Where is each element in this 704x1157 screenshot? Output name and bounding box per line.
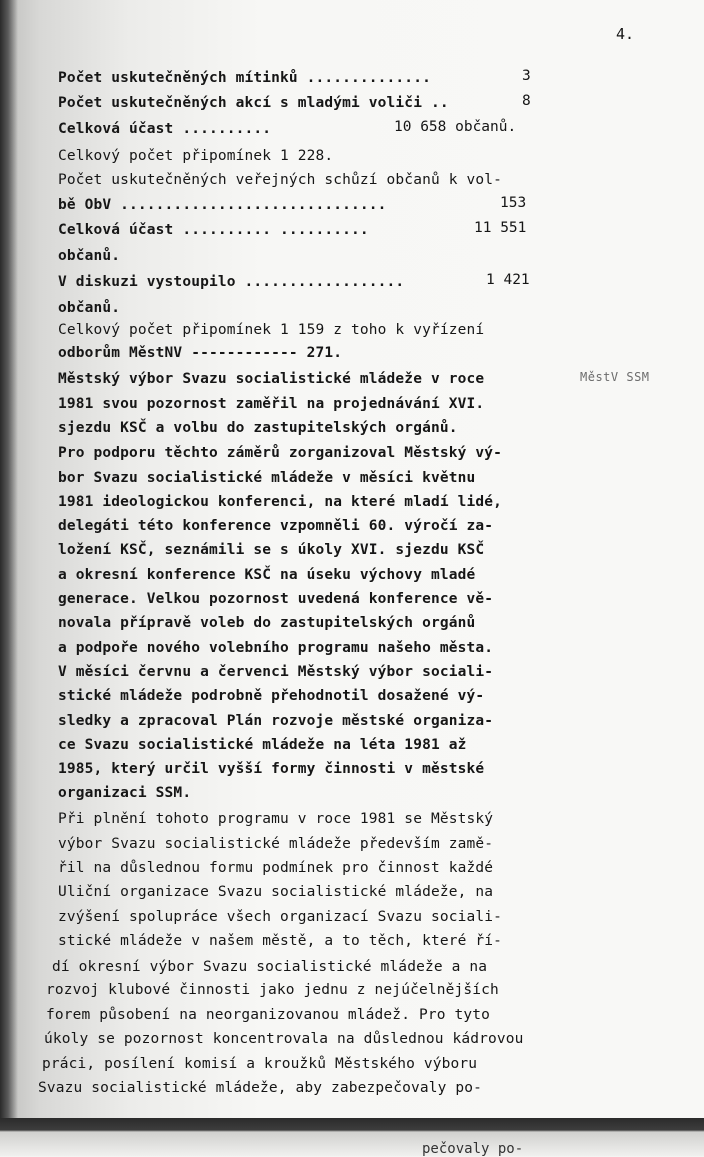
line-value: 10 658 občanů. <box>394 119 517 135</box>
text-line: bě ObV .............................. <box>58 197 387 213</box>
text-line: občanů. <box>58 300 121 316</box>
text-line: ce Svazu socialistické mládeže na léta 1981 až <box>58 737 467 753</box>
text-line: Při plnění tohoto programu v roce 1981 se Městský <box>58 811 494 827</box>
next-page-bleed-text: pečovaly po- <box>422 1141 524 1157</box>
text-line: úkoly se pozornost koncentrovala na důslednou kádrovou <box>44 1031 524 1047</box>
text-line: Uliční organizace Svazu socialistické mládeže, na <box>58 884 494 900</box>
text-line: a okresní konference KSČ na úseku výchovy mladé <box>58 567 476 583</box>
text-line: výbor Svazu socialistické mládeže především zamě- <box>58 836 494 852</box>
line-value: 8 <box>522 93 531 109</box>
text-line: rozvoj klubové činnosti jako jednu z nejúčelnějších <box>46 982 499 998</box>
text-line: 1981 ideologickou konferenci, na které mladí lidé, <box>58 494 502 510</box>
text-line: Celkový počet připomínek 1 159 z toho k vyřízení <box>58 322 485 338</box>
text-line: V diskuzi vystoupilo .................. <box>58 274 405 290</box>
text-line: Počet uskutečněných veřejných schůzí občanů k vol- <box>58 172 502 188</box>
margin-note: MěstV SSM <box>580 370 650 384</box>
text-line: sjezdu KSČ a volbu do zastupitelských orgánů. <box>58 420 458 436</box>
text-line: občanů. <box>58 248 121 264</box>
text-line: Svazu socialistické mládeže, aby zabezpečovaly po- <box>38 1080 482 1096</box>
text-line: 1985, který určil vyšší formy činnosti v městské <box>58 761 485 777</box>
text-line: novala přípravě voleb do zastupitelských orgánů <box>58 615 476 631</box>
text-line: Počet uskutečněných mítinků .............. <box>58 70 431 86</box>
text-line: 1981 svou pozornost zaměřil na projednávání XVI. <box>58 396 485 412</box>
line-value: 1 421 <box>486 272 530 288</box>
scan-bottom-edge <box>0 1118 704 1156</box>
text-line: Celkový počet připomínek 1 228. <box>58 148 334 164</box>
text-line: Městský výbor Svazu socialistické mládeže v roce <box>58 371 485 387</box>
text-line: stické mládeže podrobně přehodnotil dosažené vý- <box>58 688 485 704</box>
text-line: a podpoře nového volebního programu našeho města. <box>58 640 494 656</box>
text-line: Celková účast .......... .......... <box>58 222 369 238</box>
text-line: stické mládeže v našem městě, a to těch, které ří- <box>58 933 502 949</box>
scan-left-shadow <box>0 0 18 1156</box>
page-number: 4. <box>616 25 635 43</box>
text-line: Celková účast .......... <box>58 121 272 137</box>
line-value: 153 <box>500 195 527 211</box>
text-line: odborům MěstNV ------------ 271. <box>58 345 343 361</box>
text-line: zvýšení spolupráce všech organizací Svazu sociali- <box>58 909 502 925</box>
text-line: bor Svazu socialistické mládeže v měsíci květnu <box>58 470 476 486</box>
line-value: 11 551 <box>474 220 527 236</box>
line-value: 3 <box>522 68 531 84</box>
text-line: delegáti této konference vzpomněli 60. výročí za- <box>58 518 494 534</box>
text-line: organizaci SSM. <box>58 785 192 801</box>
text-line: Počet uskutečněných akcí s mladými voliči .. <box>58 95 449 111</box>
text-line: práci, posílení komisí a kroužků Městského výboru <box>42 1056 478 1072</box>
text-line: V měsíci červnu a červenci Městský výbor sociali- <box>58 664 494 680</box>
text-line: řil na důslednou formu podmínek pro činnost každé <box>58 860 494 876</box>
text-line: sledky a zpracoval Plán rozvoje městské organiza- <box>58 713 494 729</box>
text-line: forem působení na neorganizovanou mládež. Pro tyto <box>46 1007 490 1023</box>
text-line: dí okresní výbor Svazu socialistické mládeže a na <box>52 959 488 975</box>
text-line: generace. Velkou pozornost uvedená konference vě- <box>58 591 494 607</box>
text-line: ložení KSČ, seznámili se s úkoly XVI. sjezdu KSČ <box>58 542 485 558</box>
text-line: Pro podporu těchto záměrů zorganizoval Městský vý- <box>58 445 502 461</box>
